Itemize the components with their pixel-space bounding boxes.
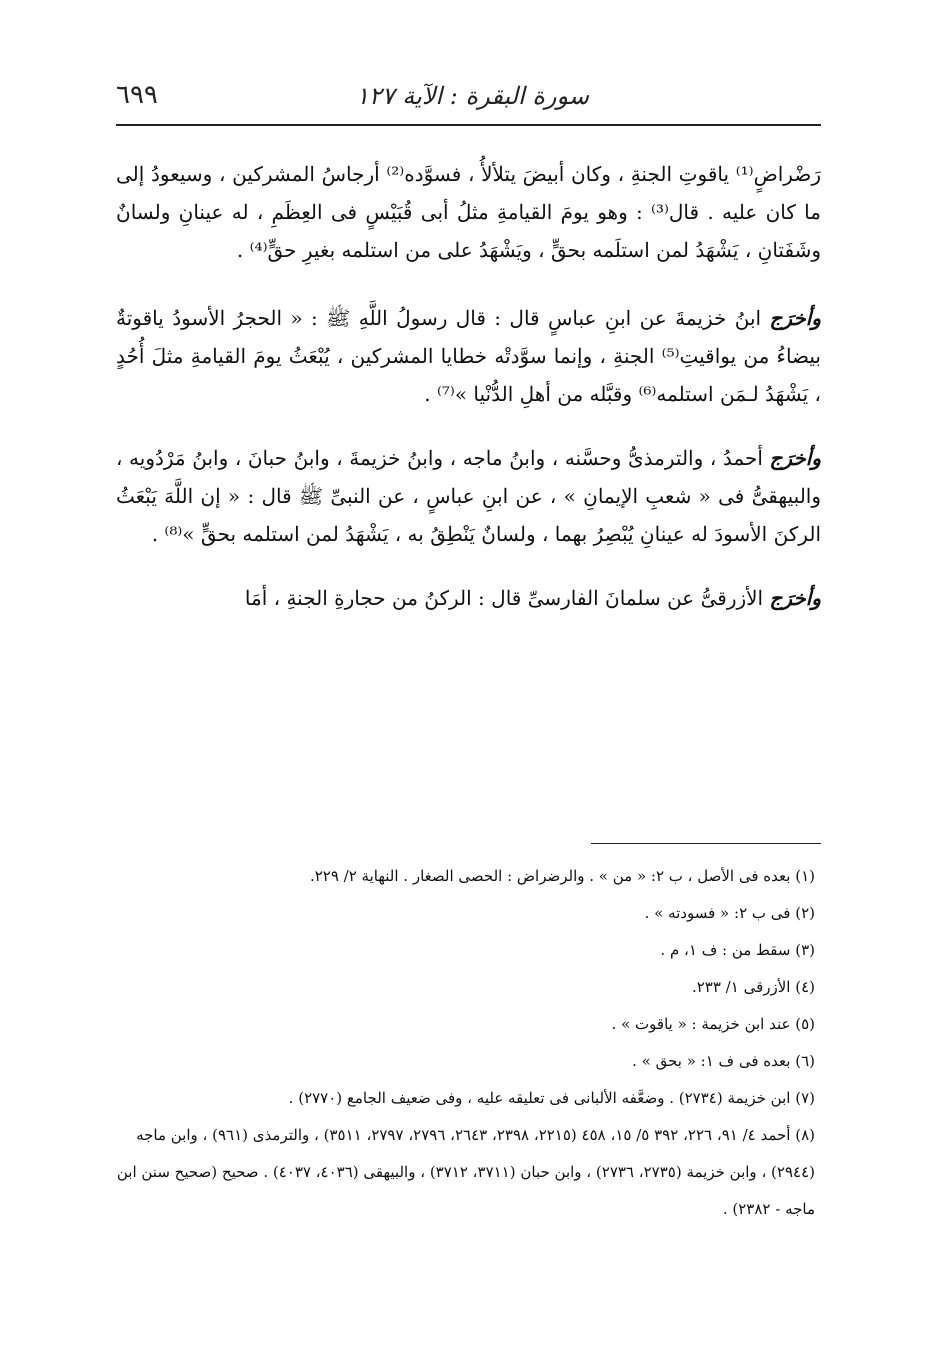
paragraph <box>116 579 821 617</box>
paragraph-text: رَضْراضٍ⁽¹⁾ ياقوتِ الجنةِ ، وكان أبيضَ يتلألأُ ، فسوَّده⁽²⁾ أرجاسُ المشركين ، وسيعودُ إلى ما كان عليه . قال⁽³⁾ : وهو يومَ القيامةِ مثلُ أبى قُبَيْسٍ فى العِظَمِ ، له عينانِ ولسانٌ وشَفَتانِ ، يَشْهَدُ لمن استلَمه بحقٍّ ، ويَشْهَدُ على من استلمه بغيرِ حقٍّ⁽⁴⁾ . <box>116 162 821 262</box>
paragraph-lead: وأخرَج <box>769 306 821 330</box>
footnote: (٤) الأزرقى ١/ ٢٣٣. <box>691 978 815 996</box>
running-title: سورة البقرة : الآية ١٢٧ <box>355 82 589 110</box>
paragraph-lead: وأخرَج <box>769 446 821 470</box>
paragraph-text: ابنُ خزيمةَ عن ابنِ عباسٍ قال : قال رسولُ اللَّهِ ﷺ : « الحجرُ الأسودُ ياقوتةٌ بيضاءُ من يواقيتِ⁽⁵⁾ الجنةِ ، وإنما سوَّدتْه خطايا المشركين ، يُبْعَثُ يومَ القيامةِ مثلَ أُحُدٍ ، يَشْهَدُ لـمَن استلمه⁽⁶⁾ وقبَّله من أهلِ الدُّنْيا »⁽⁷⁾ . <box>116 306 821 406</box>
paragraph <box>116 439 821 553</box>
paragraph-text: الأزرقىُّ عن سلمانَ الفارسىِّ قال : الركنُ من حجارةِ الجنةِ ، أمَا <box>244 586 770 610</box>
header-rule <box>116 124 821 126</box>
page-number: ٦٩٩ <box>116 80 158 110</box>
footnote: (٧) ابن خزيمة (٢٧٣٤) . وضعَّفه الألبانى فى تعليقه عليه ، وفى ضعيف الجامع (٢٧٧٠) . <box>288 1089 815 1107</box>
footnote: (٨) أحمد ٤/ ٩١، ٢٢٦، ٣٩٢ ٥/ ١٥، ٤٥٨ (٢٢١٥، ٢٣٩٨، ٢٦٤٣، ٢٧٩٦، ٢٧٩٧، ٣٥١١) ، والترمذى (٩٦١) ، وابن ماجه (٢٩٤٤) ، وابن خزيمة (٢٧٣٥، ٢٧٣٦) ، وابن حبان (٣٧١١، ٣٧١٢) ، والبيهقى (٤٠٣٦، ٤٠٣٧) . صحيح (صحيح سنن ابن ماجه - ٢٣٨٢) . <box>116 1126 815 1218</box>
page-header <box>112 78 821 118</box>
footnote-rule <box>591 843 821 844</box>
footnotes <box>116 858 815 1228</box>
paragraph-lead: وأخرَج <box>769 586 821 610</box>
main-text <box>116 155 821 643</box>
footnote: (٥) عند ابن خزيمة : « ياقوت » . <box>611 1015 815 1033</box>
footnote: (١) بعده فى الأصل ، ب ٢: « من » . والرضراض : الحصى الصغار . النهاية ٢/ ٢٢٩. <box>309 867 815 885</box>
paragraph <box>116 155 821 269</box>
footnote: (٦) بعده فى ف ١: « بحق » . <box>632 1052 815 1070</box>
paragraph <box>116 299 821 413</box>
paragraph-text: أحمدُ ، والترمذىُّ وحسَّنه ، وابنُ ماجه ، وابنُ خزيمةَ ، وابنُ حبانَ ، وابنُ مَرْدُويه ، والبيهقىُّ فى « شعبِ الإيمانِ » ، عن ابنِ عباسٍ ، عن النبىِّ ﷺ قال : « إن اللَّهَ يَبْعَثُ الركنَ الأسودَ له عينانِ يُبْصِرُ بهما ، ولسانٌ يَنْطِقُ به ، يَشْهَدُ لمن استلمه بحقٍّ »⁽⁸⁾ . <box>116 446 821 546</box>
footnote: (٣) سقط من : ف ١، م . <box>660 941 815 959</box>
footnote: (٢) فى ب ٢: « فسودته » . <box>644 904 815 922</box>
